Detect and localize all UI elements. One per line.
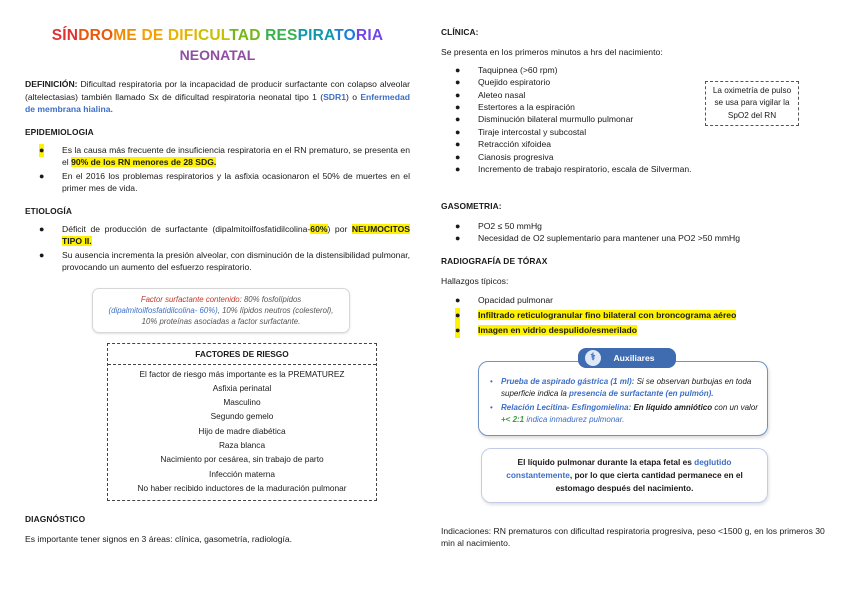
bullet-icon: ● xyxy=(455,220,461,231)
bullet-icon: • xyxy=(490,403,493,413)
auxiliares-tab xyxy=(578,348,676,368)
title-segment: DE xyxy=(141,27,168,44)
bullet-icon: ● xyxy=(455,233,461,244)
list-item: Segundo gemelo xyxy=(210,411,274,422)
list-item xyxy=(25,223,410,248)
title-segment: PIRA xyxy=(297,27,335,44)
aux-test-label: Prueba de aspirado gástrica (1 ml): xyxy=(501,377,635,387)
list-item xyxy=(487,376,759,400)
list-item: Asfixia perinatal xyxy=(212,382,272,393)
list-item xyxy=(25,249,410,274)
factor-text-3: 10% proteínas asociadas a factor surfactante. xyxy=(141,317,301,327)
clinical-item: Aleteo nasal xyxy=(478,89,526,100)
clinical-intro: Se presenta en los primeros minutos a hrs del nacimiento: xyxy=(441,47,663,58)
bullet-icon: • xyxy=(490,377,493,387)
aux-ratio-source: En líquido amniótico xyxy=(631,403,713,413)
clinical-item: Taquipnea (>60 rpm) xyxy=(478,64,558,75)
clinical-item: Retracción xifoidea xyxy=(478,139,552,150)
title-segment: TAD xyxy=(229,27,266,44)
bullet-icon: ● xyxy=(455,139,461,150)
bullet-icon: ● xyxy=(455,295,461,306)
bullet-icon: ● xyxy=(455,126,461,137)
definition-text: Dificultad respiratoria por la incapacidad de producir surfactante con colapso alveolar (altelectasias) también llamado Sx de dificultad respiratoria neonatal tipo 1 ( xyxy=(25,79,410,102)
pulmonary-fluid-box xyxy=(481,448,768,503)
bullet-icon: ● xyxy=(455,114,461,125)
list-item: El factor de riesgo más importante es la PREMATUREZ xyxy=(139,368,345,379)
radiography-heading: RADIOGRAFÍA DE TÓRAX xyxy=(441,255,548,266)
oximetry-note-box: La oximetría de pulso se usa para vigilar la SpO2 del RN xyxy=(705,81,799,126)
bullet-icon: ● xyxy=(455,64,461,75)
bullet-icon: ● xyxy=(455,89,461,100)
epidemiology-highlight: 90% de los RN menores de 28 SDG. xyxy=(71,157,217,168)
title-segment: SÍN xyxy=(51,27,79,44)
factor-blue-text: (dipalmitoilfosfatidilcolina- 60%) xyxy=(108,305,218,315)
factor-text-2: , 10% lípidos neutros (colesterol), xyxy=(217,305,334,315)
auxiliares-box xyxy=(478,361,768,436)
title-segment: TO xyxy=(334,27,356,44)
bullet-icon: ● xyxy=(455,308,460,323)
list-item xyxy=(441,293,826,308)
list-item xyxy=(441,64,826,76)
factor-label: Factor surfactante contenido xyxy=(140,294,240,304)
aux-test-result: presencia de surfactante (en pulmón). xyxy=(569,389,714,399)
diagnosis-text: Es importante tener signos en 3 áreas: clínica, gasometría, radiología. xyxy=(25,534,293,545)
clinical-item: Quejido espiratorio xyxy=(478,77,551,88)
page-subtitle: NEONATAL xyxy=(179,47,256,64)
definition-paragraph xyxy=(25,78,410,115)
epidemiology-text-1: Es la causa más frecuente de insuficiencia respiratoria en el RN prematuro, se presenta en el xyxy=(62,144,410,168)
aux-test-text: Si se observan burbujas en toda superficie indica la xyxy=(501,377,752,399)
list-item: No haber recibido inductores de la maduración pulmonar xyxy=(137,482,347,493)
radiography-item-highlight: Imagen en vidrio despulido/esmerilado xyxy=(478,324,638,335)
title-segment: CUL xyxy=(197,27,230,44)
fluid-highlight: deglutido constantemente xyxy=(506,457,732,481)
radiography-item-highlight: Infiltrado reticulogranular fino bilateral con broncograma aéreo xyxy=(478,310,737,321)
title-segment: ME xyxy=(113,27,142,44)
list-item xyxy=(441,323,826,338)
surfactant-factor-box xyxy=(92,288,350,334)
list-item xyxy=(25,144,410,169)
sdr1-term: SDR1 xyxy=(323,91,346,102)
hialina-term: Enfermedad de membrana hialina. xyxy=(25,91,410,115)
clinical-item: Incremento de trabajo respiratorio, escala de Silverman. xyxy=(478,164,692,175)
fluid-text-2: , por lo que cierta cantidad permanece en el estomago después del nacimiento. xyxy=(555,470,743,493)
clinical-heading: CLÍNICA: xyxy=(441,27,479,37)
etiology-text-1b: ) por xyxy=(327,223,352,234)
list-item xyxy=(441,138,826,150)
title-segment: RES xyxy=(265,27,298,44)
clinical-item: Cianosis progresiva xyxy=(478,151,554,162)
epidemiology-list xyxy=(25,144,410,195)
gasometry-list xyxy=(441,220,826,245)
title-segment: RIA xyxy=(355,27,384,44)
list-item: Hijo de madre diabética xyxy=(198,425,286,436)
clinical-item: Tiraje intercostal y subcostal xyxy=(478,126,587,137)
gasometry-heading: GASOMETRIA: xyxy=(441,200,502,211)
risk-factors-box xyxy=(107,343,377,501)
right-column xyxy=(441,26,826,550)
definition-label: DEFINICIÓN: xyxy=(25,79,78,90)
etiology-text-1: Déficit de producción de surfactante (dipalmitoilfosfatidilcolina- xyxy=(62,223,311,234)
auxiliares-tab-label: Auxiliares xyxy=(613,353,655,364)
radiography-list xyxy=(441,293,826,337)
radiography-intro: Hallazgos típicos: xyxy=(441,276,509,286)
auxiliares-panel xyxy=(478,352,768,436)
list-item: Raza blanca xyxy=(218,440,266,451)
bullet-icon: ● xyxy=(455,151,461,162)
bullet-icon: ● xyxy=(455,164,461,175)
aux-ratio-result: indica inmadurez pulmonar. xyxy=(524,415,625,425)
epidemiology-text-2: En el 2016 los problemas respiratorios y la asfixia ocasionaron el 50% de muertes en el primer mes de vida. xyxy=(62,170,410,194)
bullet-icon: ● xyxy=(455,323,460,338)
bullet-icon: ● xyxy=(39,223,45,234)
definition-text-2: ) o xyxy=(346,91,361,102)
gasometry-item: Necesidad de O2 suplementario para mantener una PO2 >50 mmHg xyxy=(478,233,741,244)
page-title xyxy=(25,26,410,45)
list-item xyxy=(441,126,826,138)
diagnosis-heading: DIAGNÓSTICO xyxy=(25,514,86,525)
left-column xyxy=(25,26,410,546)
etiology-heading: ETIOLOGÍA xyxy=(25,205,72,216)
clinical-item: Disminución bilateral murmullo pulmonar xyxy=(478,114,634,125)
bullet-icon: ● xyxy=(39,170,45,181)
stethoscope-icon: ⚕ xyxy=(585,350,601,366)
gasometry-item: PO2 ≤ 50 mmHg xyxy=(478,220,542,231)
fluid-text-1: El líquido pulmonar durante la etapa fetal es xyxy=(517,457,695,468)
radiography-item: Opacidad pulmonar xyxy=(478,295,554,306)
risk-factors-title: FACTORES DE RIESGO xyxy=(108,347,376,364)
list-item xyxy=(441,308,826,323)
list-item xyxy=(441,163,826,175)
list-item: Masculino xyxy=(223,397,261,408)
aux-ratio-value: +< 2:1 xyxy=(501,415,525,425)
indications-text: Indicaciones: RN prematuros con dificultad respiratoria progresiva, peso <1500 g, en los primeros 30 min al nacimiento. xyxy=(441,525,825,549)
list-item xyxy=(441,220,826,232)
etiology-list xyxy=(25,223,410,274)
list-item: Infección materna xyxy=(209,468,275,479)
bullet-icon: ● xyxy=(39,144,44,157)
bullet-icon: ● xyxy=(455,102,461,112)
title-segment: DIFI xyxy=(167,27,198,44)
list-item xyxy=(441,151,826,163)
list-item: Nacimiento por cesárea, sin trabajo de parto xyxy=(160,454,324,465)
etiology-highlight: NEUMOCITOS TIPO II. xyxy=(62,223,411,247)
list-item xyxy=(487,402,759,426)
epidemiology-heading: EPIDEMIOLOGIA xyxy=(25,126,94,137)
aux-ratio-label: Relación Lecitina- Esfingomielina: xyxy=(501,403,632,413)
list-item xyxy=(441,232,826,244)
list-item xyxy=(25,170,410,195)
bullet-icon: ● xyxy=(39,249,45,260)
factor-text-1: : 80% fosfolípidos xyxy=(239,294,302,304)
etiology-percent: 60% xyxy=(310,223,328,234)
bullet-icon: ● xyxy=(455,77,461,88)
title-segment: DRO xyxy=(78,27,114,44)
etiology-text-2: Su ausencia incrementa la presión alveolar, con disminución de la distensibilidad pulmonar, provocando un aumento del esfuerzo respiratorio. xyxy=(62,249,410,273)
clinical-item: Estertores a la espiración xyxy=(478,102,575,112)
aux-ratio-text: con un valor xyxy=(712,403,758,413)
